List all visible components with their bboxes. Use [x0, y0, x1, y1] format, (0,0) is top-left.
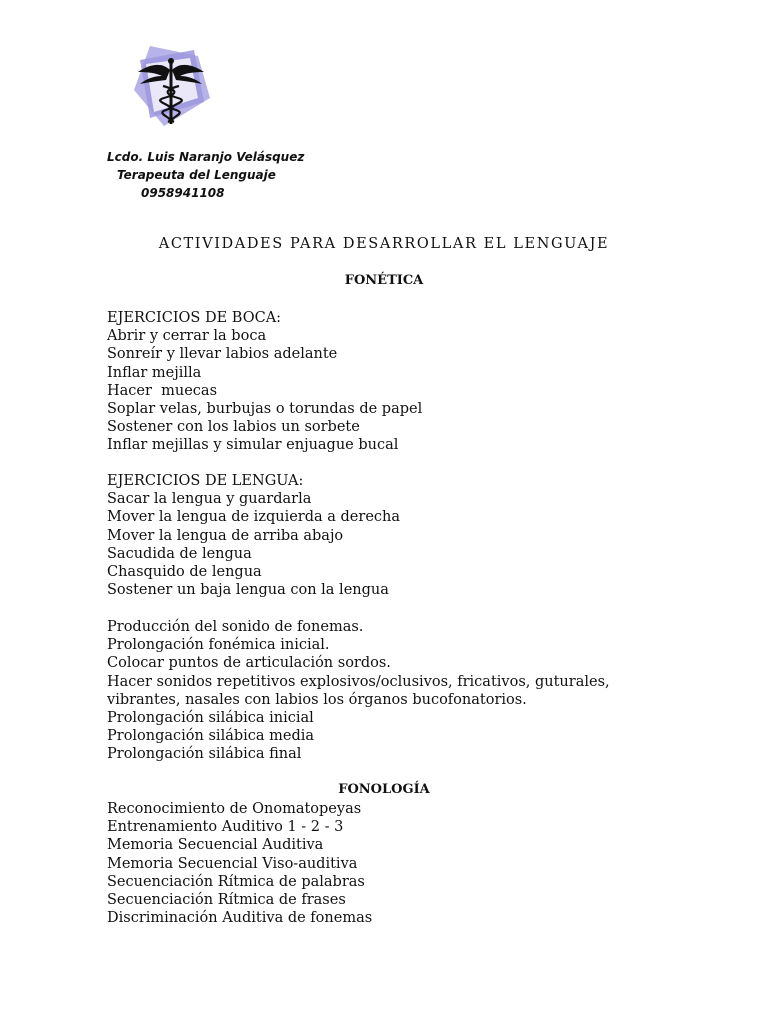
list-item: Memoria Secuencial Auditiva	[107, 837, 324, 854]
caduceus-icon	[128, 42, 214, 130]
list-boca	[107, 309, 422, 455]
list-item: Reconocimiento de Onomatopeyas	[107, 801, 362, 817]
logo	[128, 42, 214, 130]
list-lengua	[107, 472, 400, 599]
author-role: Terapeuta del Lenguaje	[117, 168, 276, 182]
list-item: Prolongación fonémica inicial.	[107, 637, 330, 654]
section-heading-fonetica: FONÉTICA	[344, 273, 424, 288]
list-item: Abrir y cerrar la boca	[107, 328, 267, 345]
list-item: Mover la lengua de arriba abajo	[107, 527, 344, 544]
subheading-lengua: EJERCICIOS DE LENGUA:	[107, 473, 304, 489]
list-item: Memoria Secuencial Viso-auditiva	[107, 855, 358, 872]
list-item: Mover la lengua de izquierda a derecha	[107, 509, 401, 526]
list-item: Secuenciación Rítmica de frases	[107, 892, 346, 909]
list-item: Prolongación silábica inicial	[107, 710, 314, 727]
list-item: Sacar la lengua y guardarla	[107, 491, 312, 508]
list-item: Soplar velas, burbujas o torundas de papel	[107, 401, 423, 418]
subheading-boca: EJERCICIOS DE BOCA:	[107, 310, 282, 326]
section-heading-fonologia: FONOLOGÍA	[338, 782, 430, 797]
list-fonologia	[107, 800, 372, 927]
list-item: Producción del sonido de fonemas.	[107, 619, 364, 635]
list-item: Sostener un baja lengua con la lengua	[107, 582, 389, 599]
author-name: Lcdo. Luis Naranjo Velásquez	[107, 150, 305, 164]
list-item: Secuenciación Rítmica de palabras	[107, 873, 365, 890]
list-item: Sonreír y llevar labios adelante	[107, 346, 338, 363]
list-item: Prolongación silábica media	[107, 728, 315, 745]
list-item: Sostener con los labios un sorbete	[107, 419, 360, 436]
list-item: Inflar mejilla	[107, 364, 202, 381]
list-item: vibrantes, nasales con labios los órganos bucofonatorios.	[107, 691, 527, 708]
list-item: Colocar puntos de articulación sordos.	[107, 655, 391, 672]
list-item: Sacudida de lengua	[107, 545, 252, 562]
list-item: Hacer sonidos repetitivos explosivos/oclusivos, fricativos, guturales,	[107, 673, 610, 690]
document-title: ACTIVIDADES PARA DESARROLLAR EL LENGUAJE	[158, 236, 610, 252]
list-item: Discriminación Auditiva de fonemas	[107, 910, 373, 927]
list-item: Prolongación silábica final	[107, 746, 302, 763]
list-item: Hacer muecas	[107, 382, 218, 399]
list-otros	[107, 618, 610, 764]
list-item: Entrenamiento Auditivo 1 - 2 - 3	[107, 819, 344, 836]
author-phone: 0958941108	[141, 186, 225, 200]
list-item: Chasquido de lengua	[107, 564, 262, 581]
list-item: Inflar mejillas y simular enjuague bucal	[107, 437, 399, 454]
